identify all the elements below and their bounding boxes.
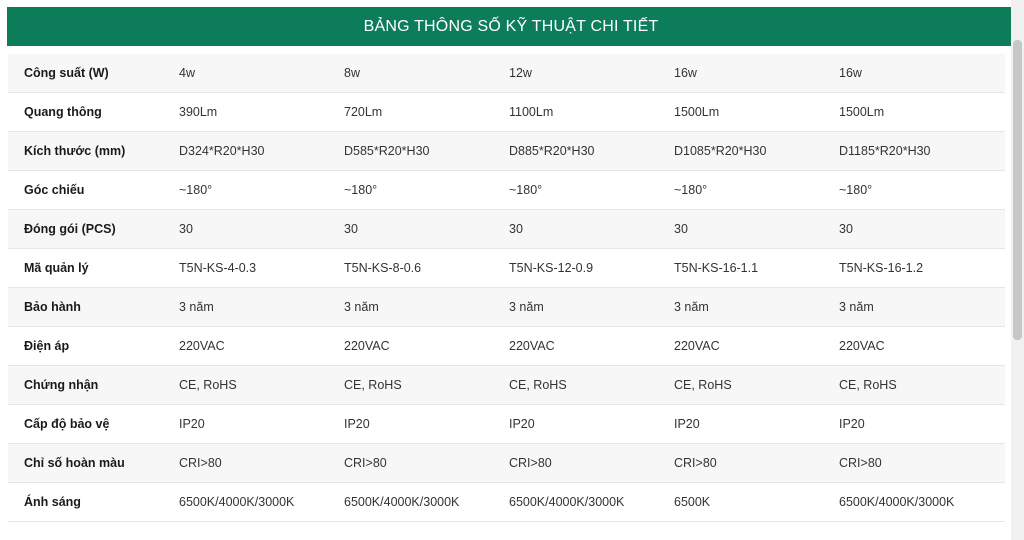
row-label: Quang thông bbox=[8, 93, 165, 132]
table-cell: 30 bbox=[330, 210, 495, 249]
scrollbar-thumb[interactable] bbox=[1013, 40, 1022, 340]
table-cell: T5N-KS-16-1.2 bbox=[825, 249, 1005, 288]
table-cell: 220VAC bbox=[825, 327, 1005, 366]
table-cell: D1085*R20*H30 bbox=[660, 132, 825, 171]
table-cell: IP20 bbox=[330, 405, 495, 444]
table-cell: T5N-KS-12-0.9 bbox=[495, 249, 660, 288]
page-scrollbar[interactable] bbox=[1011, 0, 1024, 540]
table-row bbox=[8, 288, 1005, 327]
table-row bbox=[8, 366, 1005, 405]
table-row bbox=[8, 54, 1005, 93]
table-cell: 6500K bbox=[660, 483, 825, 522]
table-cell: 220VAC bbox=[330, 327, 495, 366]
table-cell: D324*R20*H30 bbox=[165, 132, 330, 171]
table-cell: D1185*R20*H30 bbox=[825, 132, 1005, 171]
table-cell: 6500K/4000K/3000K bbox=[825, 483, 1005, 522]
spec-table-body bbox=[8, 54, 1005, 522]
table-cell: CRI>80 bbox=[825, 444, 1005, 483]
table-row bbox=[8, 444, 1005, 483]
table-cell: 12w bbox=[495, 54, 660, 93]
table-cell: 1500Lm bbox=[825, 93, 1005, 132]
row-label: Đóng gói (PCS) bbox=[8, 210, 165, 249]
table-cell: 1500Lm bbox=[660, 93, 825, 132]
row-label: Chứng nhận bbox=[8, 366, 165, 405]
table-row bbox=[8, 210, 1005, 249]
table-row bbox=[8, 171, 1005, 210]
row-label: Góc chiếu bbox=[8, 171, 165, 210]
table-cell: T5N-KS-16-1.1 bbox=[660, 249, 825, 288]
table-cell: 3 năm bbox=[825, 288, 1005, 327]
table-cell: CE, RoHS bbox=[330, 366, 495, 405]
table-cell: 390Lm bbox=[165, 93, 330, 132]
table-cell: 6500K/4000K/3000K bbox=[330, 483, 495, 522]
table-cell: 16w bbox=[660, 54, 825, 93]
table-cell: D885*R20*H30 bbox=[495, 132, 660, 171]
table-cell: 3 năm bbox=[330, 288, 495, 327]
table-cell: CRI>80 bbox=[330, 444, 495, 483]
table-cell: CRI>80 bbox=[495, 444, 660, 483]
row-label: Công suất (W) bbox=[8, 54, 165, 93]
table-row bbox=[8, 249, 1005, 288]
spec-table-title: BẢNG THÔNG SỐ KỸ THUẬT CHI TIẾT bbox=[7, 7, 1015, 46]
row-label: Ánh sáng bbox=[8, 483, 165, 522]
table-cell: ~180° bbox=[165, 171, 330, 210]
table-cell: CRI>80 bbox=[660, 444, 825, 483]
table-cell: 30 bbox=[495, 210, 660, 249]
table-cell: CE, RoHS bbox=[660, 366, 825, 405]
row-label: Bảo hành bbox=[8, 288, 165, 327]
table-cell: 16w bbox=[825, 54, 1005, 93]
table-cell: IP20 bbox=[825, 405, 1005, 444]
table-cell: 8w bbox=[330, 54, 495, 93]
row-label: Điện áp bbox=[8, 327, 165, 366]
table-cell: 4w bbox=[165, 54, 330, 93]
row-label: Kích thước (mm) bbox=[8, 132, 165, 171]
table-cell: CE, RoHS bbox=[165, 366, 330, 405]
table-cell: IP20 bbox=[165, 405, 330, 444]
row-label: Cấp độ bảo vệ bbox=[8, 405, 165, 444]
table-cell: IP20 bbox=[660, 405, 825, 444]
table-cell: 1100Lm bbox=[495, 93, 660, 132]
table-cell: 30 bbox=[825, 210, 1005, 249]
row-label: Chỉ số hoàn màu bbox=[8, 444, 165, 483]
table-cell: 220VAC bbox=[660, 327, 825, 366]
table-cell: 6500K/4000K/3000K bbox=[165, 483, 330, 522]
table-cell: 30 bbox=[660, 210, 825, 249]
table-cell: T5N-KS-8-0.6 bbox=[330, 249, 495, 288]
table-cell: CRI>80 bbox=[165, 444, 330, 483]
spec-table bbox=[8, 54, 1005, 522]
table-cell: CE, RoHS bbox=[825, 366, 1005, 405]
table-cell: ~180° bbox=[495, 171, 660, 210]
table-cell: CE, RoHS bbox=[495, 366, 660, 405]
table-cell: 220VAC bbox=[495, 327, 660, 366]
table-cell: ~180° bbox=[330, 171, 495, 210]
table-row bbox=[8, 93, 1005, 132]
table-cell: ~180° bbox=[825, 171, 1005, 210]
table-row bbox=[8, 327, 1005, 366]
table-cell: 6500K/4000K/3000K bbox=[495, 483, 660, 522]
row-label: Mã quản lý bbox=[8, 249, 165, 288]
table-cell: IP20 bbox=[495, 405, 660, 444]
table-row bbox=[8, 483, 1005, 522]
table-cell: D585*R20*H30 bbox=[330, 132, 495, 171]
table-cell: 3 năm bbox=[660, 288, 825, 327]
table-cell: ~180° bbox=[660, 171, 825, 210]
table-cell: 720Lm bbox=[330, 93, 495, 132]
table-row bbox=[8, 132, 1005, 171]
table-row bbox=[8, 405, 1005, 444]
table-cell: 3 năm bbox=[165, 288, 330, 327]
table-cell: 3 năm bbox=[495, 288, 660, 327]
table-cell: 30 bbox=[165, 210, 330, 249]
table-cell: 220VAC bbox=[165, 327, 330, 366]
table-cell: T5N-KS-4-0.3 bbox=[165, 249, 330, 288]
